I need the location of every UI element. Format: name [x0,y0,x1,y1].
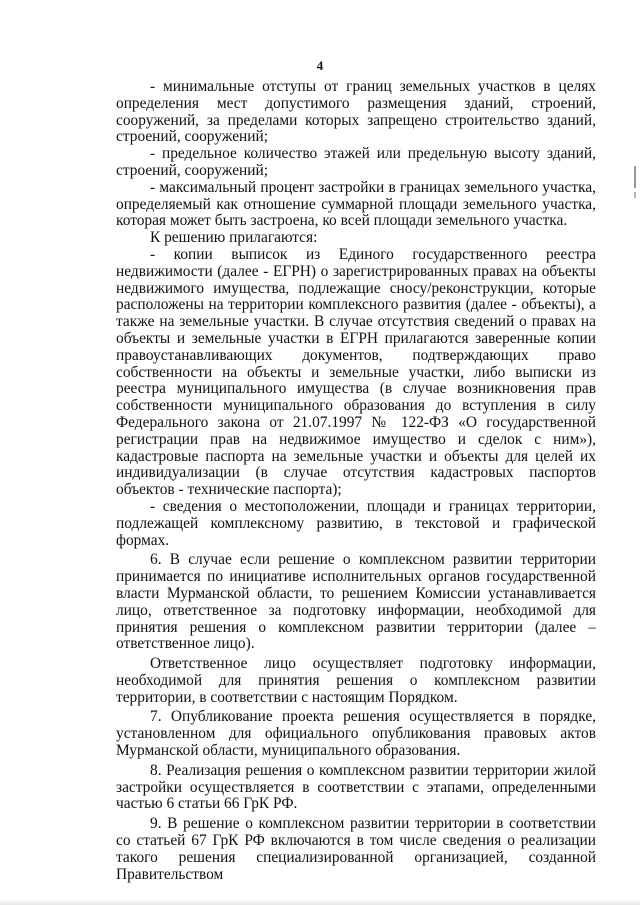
paragraph-min-setbacks: - минимальные отступы от границ земельных участков в целях определения мест допустимого размещения зданий, строений, сооружений, за пределами которых запрещено строительство зданий, строений, сооружений; [116,78,596,146]
paragraph-item-7: 7. Опубликование проекта решения осуществляется в порядке, установленном для официального опубликования правовых актов Мурманской области, муниципального образования. [116,708,596,760]
paragraph-item-6: 6. В случае если решение о комплексном развитии территории принимается по инициативе исполнительных органов государственной власти Мурманской области, то решением Комиссии устанавливается лицо, ответственное за подготовку информации, необходимой для принятия решения о комплексном развитии территории (далее – ответственное лицо). [116,551,596,653]
paragraph-max-coverage: - максимальный процент застройки в границах земельного участка, определяемый как отношение суммарной площади земельного участка, которая может быть застроена, ко всей площади земельного участка. [116,178,596,230]
paragraph-territory-info: - сведения о местоположении, площади и границах территории, подлежащей комплексному развитию, в текстовой и графической формах. [116,497,596,549]
paragraph-egrn-copies: - копии выписок из Единого государственного реестра недвижимости (далее - ЕГРН) о зарегистрированных правах на объекты недвижимого имущества, подлежащие сносу/реконструкции, которые расположены на территории комплексного развития (далее - объекты), а также на земельные участки. В случае отсутствия сведений о правах на объекты и земельные участки в ЕГРН прилагаются заверенные копии правоустанавливающих документов, подтверждающих право собственности на объекты и земельные участки, либо выписки из реестра муниципального имущества (в случае возникновения прав собственности муниципального образования до вступления в силу Федерального закона от 21.07.1997 № 122-ФЗ «О государственной регистрации прав на недвижимое имущество и сделок с ним»), кадастровые паспорта на земельные участки и объекты для целей их индивидуализации (в случае отсутствия кадастровых паспортов объектов - технические паспорта); [116,245,596,499]
paragraph-responsible-person: Ответственное лицо осуществляет подготовку информации, необходимой для принятия решения о комплексном развитии территории, в соответствии с настоящим Порядком. [116,655,596,706]
scan-bottom-edge [0,899,640,905]
paragraph-max-floors: - предельное количество этажей или предельную высоту зданий, строений, сооружений; [116,145,596,179]
document-body [116,79,596,883]
paragraph-item-9: 9. В решение о комплексном развитии территории в соответствии со статьей 67 ГрК РФ включаются в том числе сведения о реализации такого решения специализированной организацией, созданной Правительством [116,815,596,883]
paragraph-item-8: 8. Реализация решения о комплексном развитии территории жилой застройки осуществляется в соответствии с этапами, определенными частью 6 статьи 66 ГрК РФ. [116,761,596,813]
scan-edge-mark [634,166,636,188]
page-number: 4 [316,58,324,73]
paragraph-attachments-intro: К решению прилагаются: [150,229,318,247]
scan-edge-mark-small [634,192,636,198]
